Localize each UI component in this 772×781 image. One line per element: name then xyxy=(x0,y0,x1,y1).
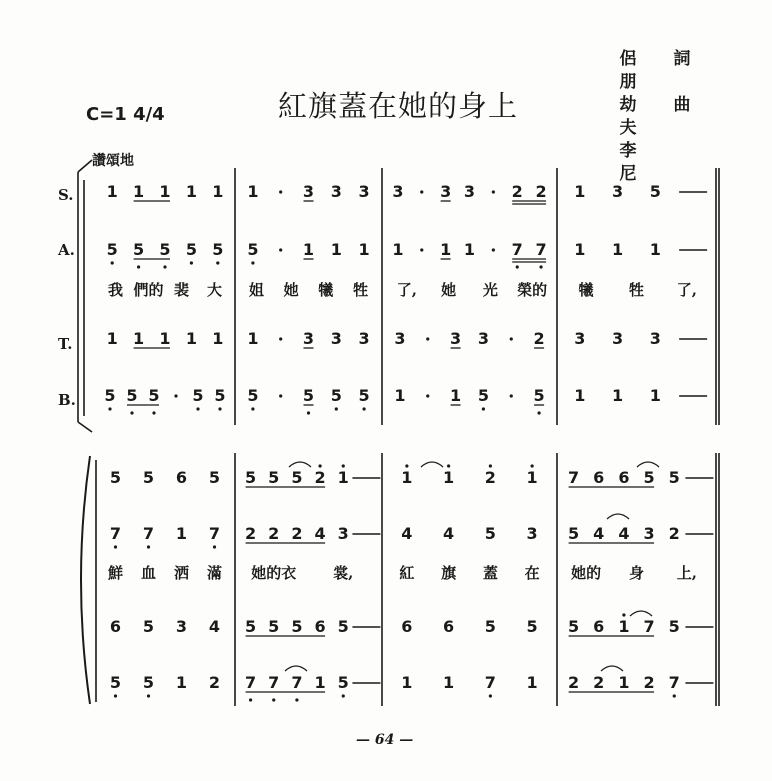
note: 1 xyxy=(394,386,406,405)
note: 1 xyxy=(106,182,118,201)
dot-extension xyxy=(279,190,282,193)
lyric-syllable: 姐 xyxy=(248,281,264,299)
lyric-syllable: 牲 xyxy=(628,281,645,299)
slur xyxy=(607,514,629,519)
credit-name: 劫夫 xyxy=(619,95,637,138)
slur xyxy=(601,666,623,671)
low-octave-dot xyxy=(163,265,166,268)
note: 5 xyxy=(330,386,342,405)
note: 1 xyxy=(175,673,188,692)
page-number: — 64 — xyxy=(356,732,414,748)
note: 5 xyxy=(126,386,138,405)
note: 4 xyxy=(443,524,455,543)
note: 3 xyxy=(450,329,462,348)
note: 3 xyxy=(392,182,404,201)
dot-extension xyxy=(174,394,177,397)
note: 3 xyxy=(302,182,315,201)
credit-role: 詞 xyxy=(673,49,691,69)
note: 7 xyxy=(268,673,280,692)
slur xyxy=(630,611,652,616)
note: 5 xyxy=(142,617,155,636)
note: 2 xyxy=(208,673,221,692)
low-octave-dot xyxy=(363,407,366,410)
note: 7 xyxy=(535,240,547,259)
tempo-marking: 讚頌地 xyxy=(92,153,134,169)
lyric-syllable: 了, xyxy=(396,281,417,299)
note: 5 xyxy=(109,673,122,692)
note: 5 xyxy=(337,617,349,636)
low-octave-dot xyxy=(489,694,492,697)
note: 5 xyxy=(643,468,655,487)
note: 3 xyxy=(477,329,489,348)
lyric-syllable: 滿 xyxy=(206,564,223,582)
note: 2 xyxy=(268,524,280,543)
note: 3 xyxy=(649,329,661,348)
note: 5 xyxy=(245,468,257,487)
note: 5 xyxy=(212,240,224,259)
note: 2 xyxy=(533,329,545,348)
note: 1 xyxy=(574,182,586,201)
note: 1 xyxy=(612,386,624,405)
low-octave-dot xyxy=(673,694,676,697)
note: 3 xyxy=(330,182,342,201)
note: 1 xyxy=(212,182,224,201)
lyric-syllable: 旗 xyxy=(441,564,457,582)
low-octave-dot xyxy=(108,407,111,410)
note: 1 xyxy=(185,329,197,348)
low-octave-dot xyxy=(147,694,150,697)
note: 5 xyxy=(109,468,122,487)
note: 5 xyxy=(568,524,580,543)
credit-role: 曲 xyxy=(673,95,691,115)
low-octave-dot xyxy=(516,265,519,268)
slur xyxy=(289,462,311,467)
slur xyxy=(421,462,443,467)
note: 5 xyxy=(104,386,116,405)
note: 2 xyxy=(484,468,496,487)
dot-extension xyxy=(426,394,429,397)
note: 5 xyxy=(185,240,197,259)
note: 1 xyxy=(463,240,476,259)
dot-extension xyxy=(279,337,282,340)
note: 3 xyxy=(358,329,370,348)
note: 7 xyxy=(109,524,122,543)
low-octave-dot xyxy=(137,265,140,268)
note: 5 xyxy=(245,617,257,636)
note: 1 xyxy=(314,673,326,692)
note: 6 xyxy=(618,468,630,487)
credit-name: 李尼 xyxy=(619,141,637,184)
lyric-syllable: 裳, xyxy=(333,564,354,582)
note: 5 xyxy=(649,182,661,201)
lyric-syllable: 了, xyxy=(676,281,697,299)
note: 3 xyxy=(612,329,624,348)
note: 5 xyxy=(526,617,538,636)
note: 3 xyxy=(337,524,349,543)
lyric-syllable: 大 xyxy=(206,281,223,299)
voice-label-alto: A. xyxy=(58,241,75,259)
note: 1 xyxy=(133,182,145,201)
note: 3 xyxy=(330,329,342,348)
low-octave-dot xyxy=(114,545,117,548)
high-octave-dot xyxy=(405,464,408,467)
note: 3 xyxy=(358,182,370,201)
lyric-syllable: 蓋 xyxy=(482,564,498,582)
lyric-syllable: 她 xyxy=(283,281,299,299)
low-octave-dot xyxy=(249,698,252,701)
note: 3 xyxy=(526,524,538,543)
note: 7 xyxy=(568,468,580,487)
note: 1 xyxy=(450,386,462,405)
note: 1 xyxy=(612,240,624,259)
note: 1 xyxy=(185,182,197,201)
low-octave-dot xyxy=(342,694,345,697)
note: 1 xyxy=(133,329,145,348)
note: 3 xyxy=(302,329,315,348)
note: 7 xyxy=(245,673,257,692)
low-octave-dot xyxy=(111,261,114,264)
note: 5 xyxy=(291,468,303,487)
lyric-syllable: 榮的 xyxy=(517,281,548,299)
system-bracket-hook xyxy=(78,422,92,432)
note: 1 xyxy=(159,182,171,201)
note: 3 xyxy=(175,617,188,636)
lyric-syllable: 光 xyxy=(482,281,498,299)
voice-label-soprano: S. xyxy=(58,186,74,204)
note: 4 xyxy=(314,524,326,543)
note: 7 xyxy=(511,240,523,259)
low-octave-dot xyxy=(251,261,254,264)
dot-extension xyxy=(510,394,513,397)
note: 6 xyxy=(175,468,188,487)
note: 4 xyxy=(593,524,605,543)
note: 2 xyxy=(535,182,547,201)
note: 5 xyxy=(214,386,226,405)
note: 1 xyxy=(574,240,586,259)
low-octave-dot xyxy=(147,545,150,548)
low-octave-dot xyxy=(216,261,219,264)
note: 2 xyxy=(668,524,680,543)
lyric-syllable: 鮮 xyxy=(107,564,124,582)
lyric-syllable: 血 xyxy=(140,564,157,582)
high-octave-dot xyxy=(622,613,625,616)
low-octave-dot xyxy=(537,411,540,414)
high-octave-dot xyxy=(447,464,450,467)
note: 6 xyxy=(443,617,455,636)
note: 7 xyxy=(208,524,221,543)
note: 5 xyxy=(668,468,680,487)
note: 5 xyxy=(337,673,349,692)
lyric-syllable: 裴 xyxy=(173,281,190,299)
note: 1 xyxy=(618,617,630,636)
note: 2 xyxy=(314,468,326,487)
low-octave-dot xyxy=(307,411,310,414)
note: 3 xyxy=(440,182,452,201)
slur xyxy=(285,666,307,671)
note: 1 xyxy=(526,468,538,487)
note: 5 xyxy=(247,240,259,259)
note: 5 xyxy=(159,240,171,259)
note: 5 xyxy=(268,468,280,487)
note: 7 xyxy=(643,617,655,636)
low-octave-dot xyxy=(213,545,216,548)
note: 5 xyxy=(533,386,545,405)
lyric-syllable: 她 xyxy=(441,281,457,299)
note: 5 xyxy=(668,617,680,636)
high-octave-dot xyxy=(489,464,492,467)
note: 1 xyxy=(443,673,455,692)
low-octave-dot xyxy=(295,698,298,701)
note: 7 xyxy=(142,524,155,543)
note: 5 xyxy=(247,386,259,405)
note: 1 xyxy=(443,468,455,487)
low-octave-dot xyxy=(539,265,542,268)
lyric-syllable: 她的衣 xyxy=(251,564,297,582)
note: 2 xyxy=(245,524,257,543)
note: 1 xyxy=(526,673,538,692)
high-octave-dot xyxy=(342,464,345,467)
note: 6 xyxy=(401,617,413,636)
note: 6 xyxy=(314,617,326,636)
note: 1 xyxy=(212,329,224,348)
dot-extension xyxy=(492,190,495,193)
note: 5 xyxy=(148,386,160,405)
note: 5 xyxy=(302,386,315,405)
note: 2 xyxy=(568,673,580,692)
dot-extension xyxy=(420,190,423,193)
lyric-syllable: 犧 xyxy=(318,281,334,299)
note: 1 xyxy=(337,468,349,487)
lyric-syllable: 她的 xyxy=(571,564,602,582)
note: 3 xyxy=(394,329,406,348)
note: 5 xyxy=(358,386,370,405)
high-octave-dot xyxy=(531,464,534,467)
note: 5 xyxy=(208,468,221,487)
note: 1 xyxy=(649,386,661,405)
low-octave-dot xyxy=(218,407,221,410)
low-octave-dot xyxy=(114,694,117,697)
note: 5 xyxy=(291,617,303,636)
note: 3 xyxy=(574,329,586,348)
low-octave-dot xyxy=(251,407,254,410)
note: 5 xyxy=(192,386,204,405)
lyric-syllable: 牲 xyxy=(353,281,369,299)
note: 1 xyxy=(358,240,370,259)
note: 1 xyxy=(649,240,661,259)
dot-extension xyxy=(426,337,429,340)
lyric-syllable: 犧 xyxy=(578,281,594,299)
note: 1 xyxy=(175,524,188,543)
note: 3 xyxy=(612,182,624,201)
note: 1 xyxy=(392,240,404,259)
note: 3 xyxy=(463,182,476,201)
note: 5 xyxy=(568,617,580,636)
note: 1 xyxy=(440,240,452,259)
dot-extension xyxy=(420,248,423,251)
note: 1 xyxy=(330,240,342,259)
note: 1 xyxy=(106,329,118,348)
note: 7 xyxy=(291,673,303,692)
dot-extension xyxy=(279,394,282,397)
note: 1 xyxy=(247,329,259,348)
note: 5 xyxy=(142,673,155,692)
low-octave-dot xyxy=(190,261,193,264)
low-octave-dot xyxy=(272,698,275,701)
low-octave-dot xyxy=(196,407,199,410)
note: 2 xyxy=(643,673,655,692)
note: 5 xyxy=(142,468,155,487)
note: 2 xyxy=(593,673,605,692)
note: 5 xyxy=(477,386,489,405)
note: 7 xyxy=(668,673,680,692)
note: 1 xyxy=(401,673,413,692)
dot-extension xyxy=(510,337,513,340)
note: 1 xyxy=(574,386,586,405)
note: 6 xyxy=(593,617,605,636)
low-octave-dot xyxy=(152,411,155,414)
low-octave-dot xyxy=(335,407,338,410)
dot-extension xyxy=(279,248,282,251)
note: 4 xyxy=(208,617,221,636)
lyric-syllable: 們的 xyxy=(133,281,164,299)
slur xyxy=(637,462,659,467)
key-signature: C=1 4/4 xyxy=(86,104,165,125)
note: 2 xyxy=(511,182,523,201)
note: 5 xyxy=(133,240,145,259)
high-octave-dot xyxy=(318,464,321,467)
lyric-syllable: 我 xyxy=(107,281,124,299)
voice-label-bass: B. xyxy=(58,391,76,409)
low-octave-dot xyxy=(130,411,133,414)
note: 4 xyxy=(401,524,413,543)
note: 1 xyxy=(302,240,315,259)
note: 6 xyxy=(109,617,122,636)
note: 5 xyxy=(106,240,118,259)
dot-extension xyxy=(492,248,495,251)
low-octave-dot xyxy=(482,407,485,410)
note: 1 xyxy=(618,673,630,692)
note: 7 xyxy=(484,673,496,692)
note: 1 xyxy=(159,329,171,348)
lyric-syllable: 洒 xyxy=(173,564,190,582)
lyric-syllable: 身 xyxy=(628,564,645,582)
voice-label-tenor: T. xyxy=(58,335,73,353)
lyric-syllable: 在 xyxy=(524,564,540,582)
song-title: 紅旗蓋在她的身上 xyxy=(278,89,519,123)
note: 3 xyxy=(643,524,655,543)
note: 5 xyxy=(484,617,496,636)
note: 1 xyxy=(401,468,413,487)
system-bracket xyxy=(81,456,90,704)
note: 2 xyxy=(291,524,303,543)
note: 1 xyxy=(247,182,259,201)
note: 5 xyxy=(484,524,496,543)
note: 5 xyxy=(268,617,280,636)
note: 4 xyxy=(618,524,630,543)
note: 6 xyxy=(593,468,605,487)
system-bracket-hook xyxy=(78,160,92,172)
lyric-syllable: 紅 xyxy=(399,564,415,582)
credit-name: 侶朋 xyxy=(619,49,637,92)
lyric-syllable: 上, xyxy=(676,564,697,582)
